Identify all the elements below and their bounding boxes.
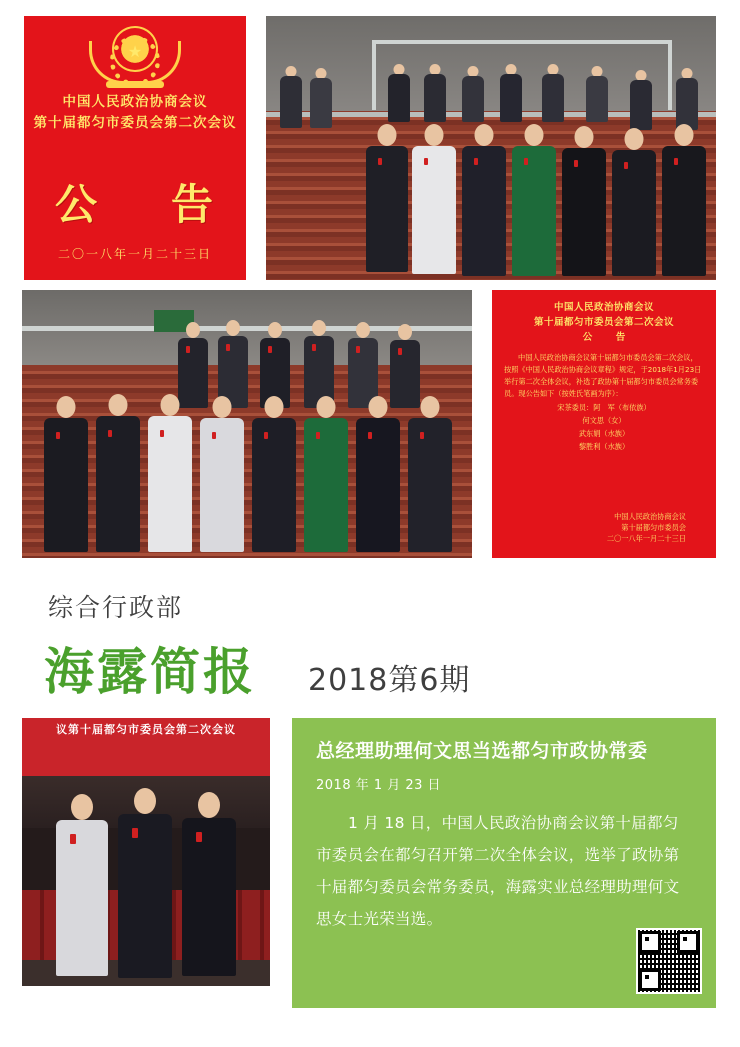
photo-auditorium	[22, 718, 270, 986]
article-body: 1 月 18 日，中国人民政治协商会议第十届都匀市委员会在都匀召开第二次全体会议，选举了政协第十届都匀委员会常务委员，海露实业总经理助理何文思女士光荣当选。	[316, 814, 680, 928]
notice-name-2: 武东娟（水族）	[578, 429, 630, 438]
department-title: 综合行政部	[48, 593, 184, 622]
announcement-poster	[24, 16, 246, 280]
article-card	[292, 718, 716, 1008]
notice-name-1: 何文思（女）	[582, 416, 626, 425]
photo-group-top	[266, 16, 716, 280]
announcement-title: 公 告	[54, 180, 229, 229]
article-date: 2018 年 1 月 23 日	[316, 778, 442, 793]
issue-label: 2018第6期	[308, 663, 471, 698]
notice-signature-line2: 第十届都匀市委员会	[621, 523, 686, 532]
notice-name-0: 宋茶委员：阿 军（布依族）	[557, 403, 651, 412]
notice-title: 公 告	[582, 332, 633, 343]
notice-signature-line3: 二〇一八年一月二十三日	[606, 534, 686, 543]
photo-group-middle	[22, 290, 472, 558]
notice-signature-line1: 中国人民政治协商会议	[614, 512, 686, 521]
notice-paragraph: 中国人民政治协商会议第十届都匀市委员会第二次会议，按照《中国人民政治协商会议章程》规定，于2018年1月23日举行第二次全体会议，补选了政协第十届都匀市委员会常务委员。现公告如下（按姓氏笔画为序）：	[504, 353, 702, 398]
notice-poster	[492, 290, 716, 558]
masthead-title: 海露简报	[44, 643, 256, 701]
qr-code[interactable]	[636, 928, 702, 994]
notice-name-3: 黎胜利（水族）	[578, 442, 630, 451]
announcement-org-line2: 第十届都匀市委员会第二次会议	[33, 115, 237, 131]
notice-org-line1: 中国人民政治协商会议	[553, 302, 654, 313]
auditorium-banner: 议第十届都匀市委员会第二次会议	[22, 718, 270, 776]
article-headline: 总经理助理何文思当选都匀市政协常委	[316, 740, 648, 762]
notice-org-line2: 第十届都匀市委员会第二次会议	[533, 317, 674, 328]
cppcc-emblem-icon: ★	[83, 24, 187, 88]
announcement-date: 二〇一八年一月二十三日	[57, 247, 212, 261]
announcement-org-line1: 中国人民政治协商会议	[62, 94, 208, 110]
